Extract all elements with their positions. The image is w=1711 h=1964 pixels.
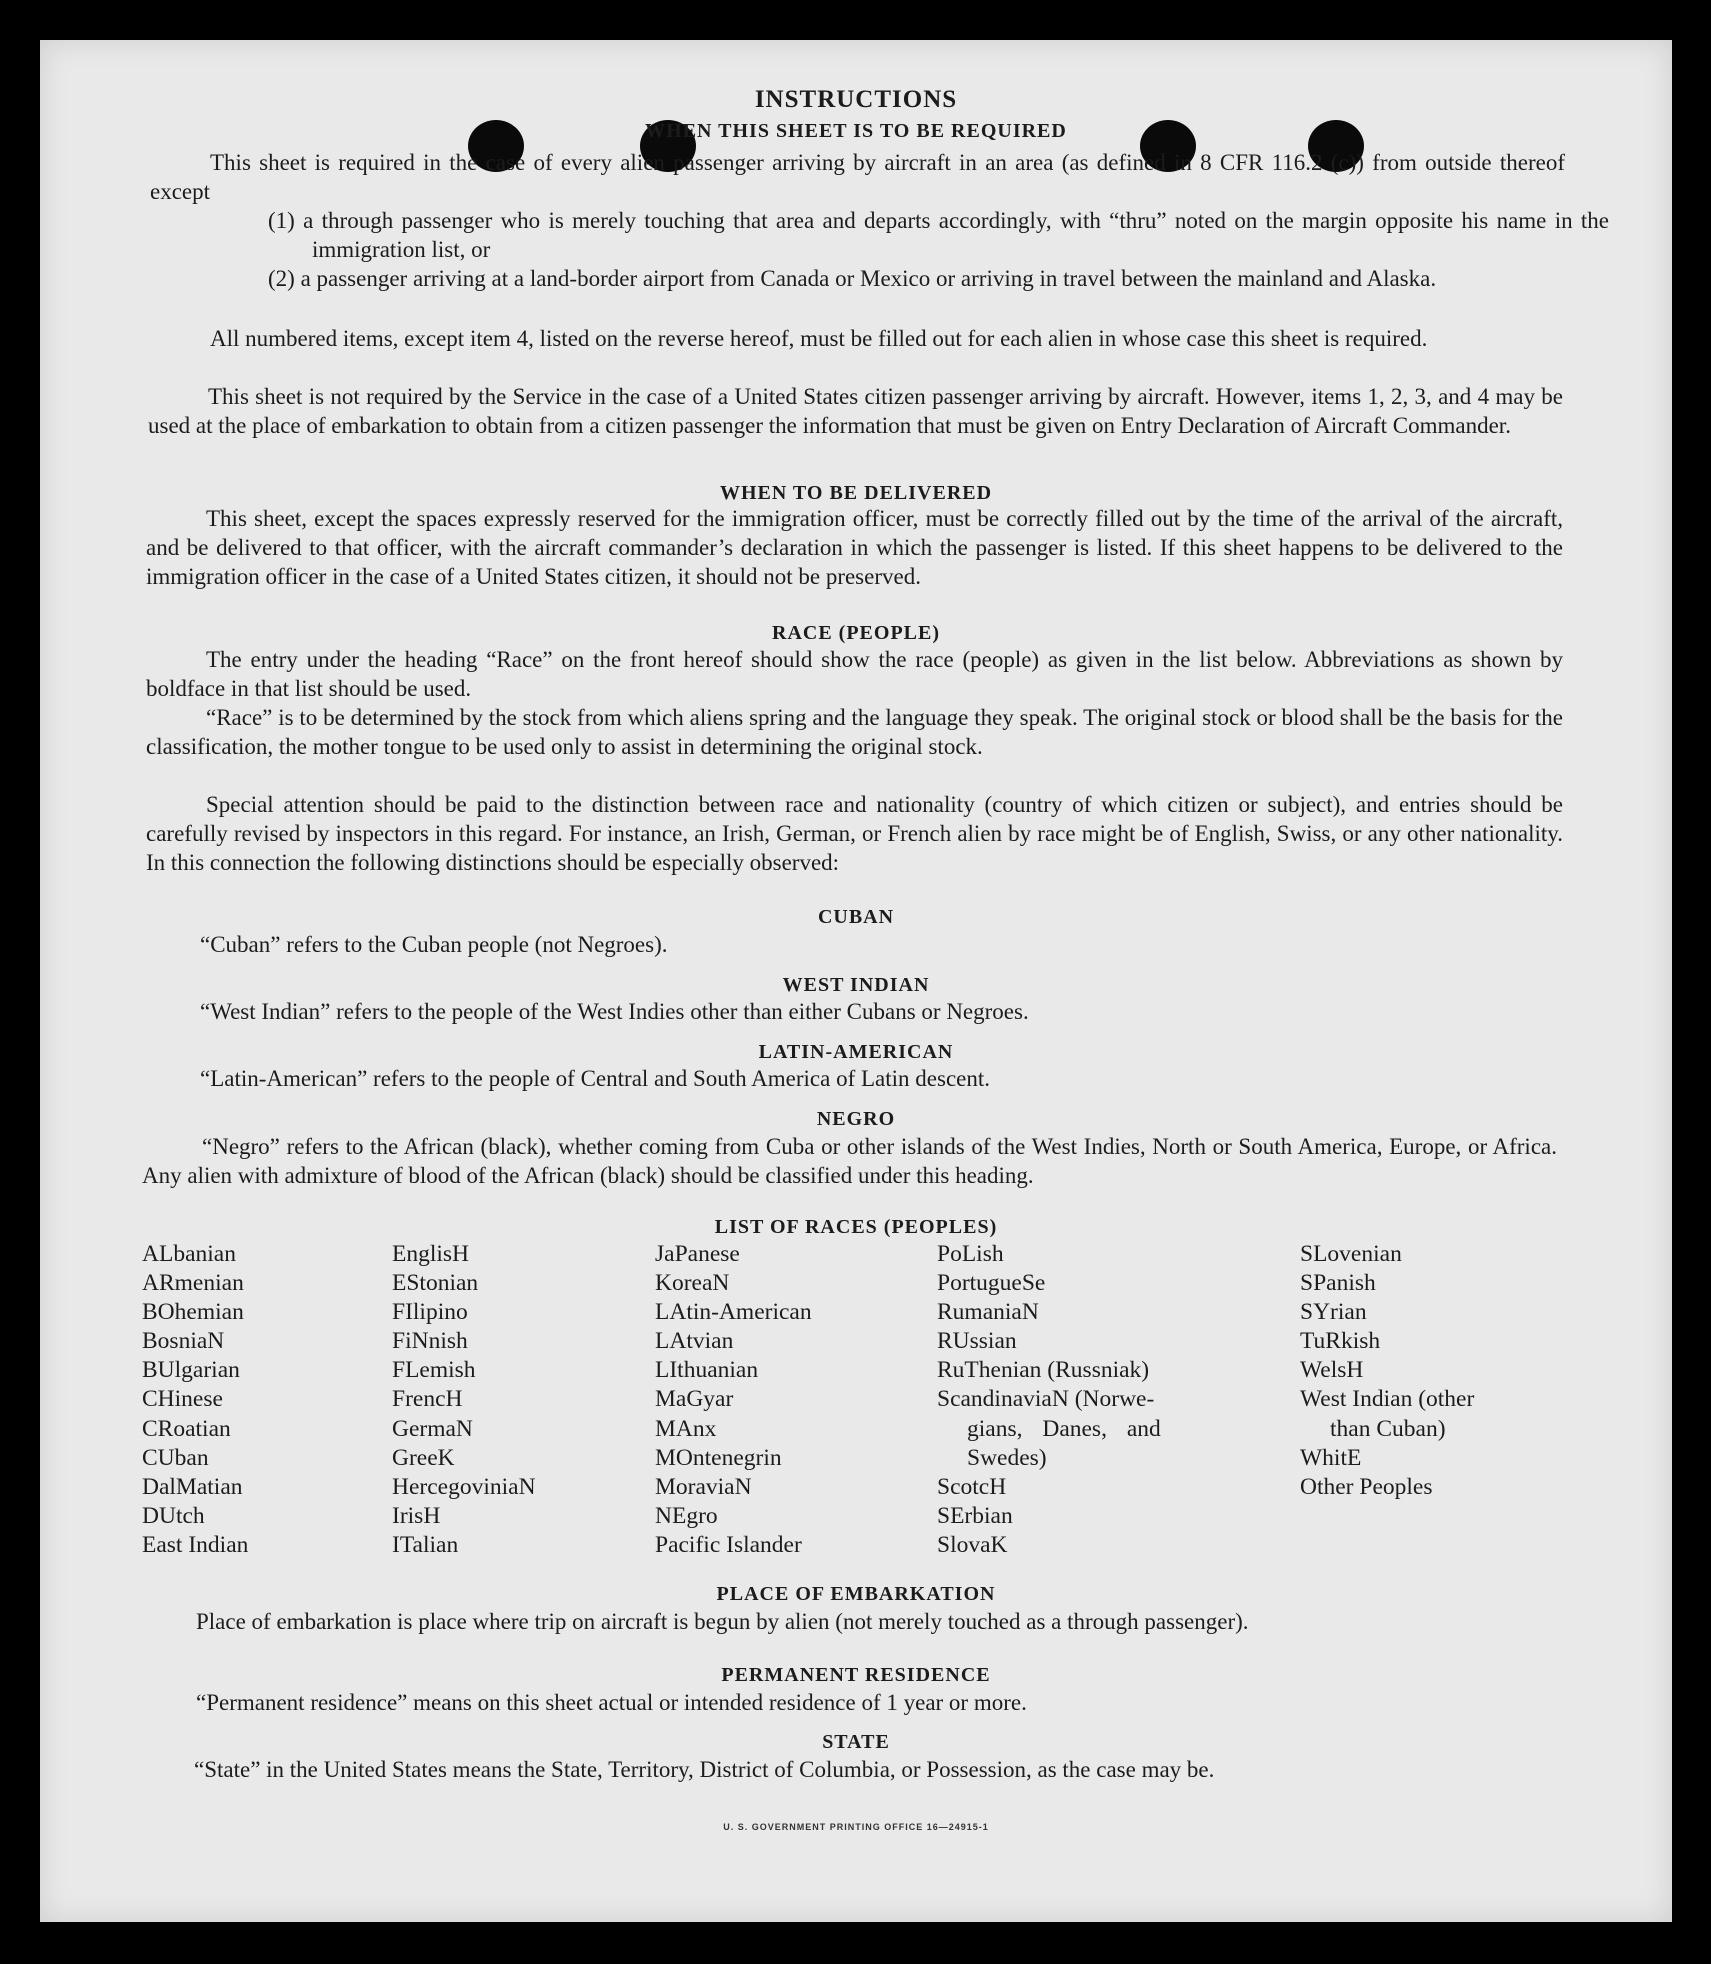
race-item: HercegoviniaN xyxy=(392,1473,536,1500)
paragraph: Special attention should be paid to the distinction between race and nationality (country of which citizen or subject), and entries should be carefully revised by inspectors in this regard. For instance, an Irish, German, or French alien by race might be of English, Swiss, or any other nationality. In this connection the following distinctions should be especially observed: xyxy=(146,792,1563,875)
race-item: MOntenegrin xyxy=(655,1444,782,1471)
race-item: ScandinaviaN (Norwe- xyxy=(937,1386,1155,1413)
race-item: EnglisH xyxy=(392,1241,470,1267)
race-item: ARmenian xyxy=(142,1270,244,1297)
race-item: SErbian xyxy=(937,1502,1013,1529)
paragraph: “Cuban” refers to the Cuban people (not Negroes). xyxy=(200,932,668,957)
section-heading: CUBAN xyxy=(817,906,895,928)
paragraph: “Negro” refers to the African (black), whether coming from Cuba or other islands of the West Indies, North or South America, Europe, or Africa. Any alien with admixture of blood of the African (black) should be classified under this heading. xyxy=(142,1134,1557,1188)
race-list-column-4 xyxy=(937,1240,1161,1560)
race-item: SLovenian xyxy=(1300,1241,1402,1267)
paragraph: “Latin-American” refers to the people of Central and South America of Latin descent. xyxy=(200,1066,990,1091)
race-item: MaGyar xyxy=(655,1386,734,1413)
paragraph: “Permanent residence” means on this sheet actual or intended residence of 1 year or more. xyxy=(196,1690,1027,1715)
race-item: BUlgarian xyxy=(142,1357,240,1384)
race-item: GreeK xyxy=(392,1444,455,1471)
paragraph: “Race” is to be determined by the stock from which aliens spring and the language they speak. The original stock or blood shall be the basis for the classification, the mother tongue to be used only to assist in determining the original stock. xyxy=(146,705,1563,759)
race-item: TuRkish xyxy=(1300,1328,1381,1355)
race-list-column-1 xyxy=(142,1240,248,1560)
paragraph: (2) a passenger arriving at a land-border airport from Canada or Mexico or arriving in travel between the mainland and Alaska. xyxy=(268,266,1437,291)
race-item: SlovaK xyxy=(937,1531,1008,1558)
race-item: FrencH xyxy=(392,1386,463,1413)
race-item: LAtvian xyxy=(655,1328,734,1355)
paragraph: This sheet is required in the case of every alien passenger arriving by aircraft in an area (as defined in 8 CFR 116.2 (c)) from outside thereof except xyxy=(150,150,1565,204)
race-item: NEgro xyxy=(655,1502,718,1529)
section-heading: LIST OF RACES (PEOPLES) xyxy=(714,1216,998,1238)
race-item: ITalian xyxy=(392,1531,459,1558)
paragraph: This sheet is not required by the Service in the case of a United States citizen passenger arriving by aircraft. However, items 1, 2, 3, and 4 may be used at the place of embarkation to obtain from a citizen passenger the information that must be given on Entry Declaration of Aircraft Commander. xyxy=(148,384,1563,438)
race-item: ALbanian xyxy=(142,1241,236,1267)
race-list-column-5 xyxy=(1300,1240,1474,1502)
race-item: RuThenian (Russniak) xyxy=(937,1357,1150,1384)
race-item: WhitE xyxy=(1300,1444,1362,1471)
race-item: LAtin-American xyxy=(655,1299,812,1326)
race-item: FIlipino xyxy=(392,1299,468,1326)
paragraph: “West Indian” refers to the people of the West Indies other than either Cubans or Negroes. xyxy=(200,999,1029,1024)
race-item: Pacific Islander xyxy=(655,1531,802,1558)
section-heading: WHEN THIS SHEET IS TO BE REQUIRED xyxy=(645,120,1067,142)
race-item: EStonian xyxy=(392,1270,479,1297)
race-item: JaPanese xyxy=(655,1241,740,1267)
paragraph: (1) a through passenger who is merely touching that area and departs accordingly, with “thru” noted on the margin opposite his name in the immigration list, or xyxy=(268,208,1609,262)
race-item: PoLish xyxy=(937,1241,1004,1267)
race-item: FLemish xyxy=(392,1357,476,1384)
race-item: BosniaN xyxy=(142,1328,225,1355)
paragraph: The entry under the heading “Race” on the front hereof should show the race (people) as given in the list below. Abbreviations as shown by boldface in that list should be used. xyxy=(146,647,1563,701)
race-item: SYrian xyxy=(1300,1299,1367,1326)
race-item: DUtch xyxy=(142,1502,205,1529)
race-item: KoreaN xyxy=(655,1270,730,1297)
race-item: PortugueSe xyxy=(937,1270,1046,1297)
paragraph: Place of embarkation is place where trip on aircraft is begun by alien (not merely touched as a through passenger). xyxy=(196,1609,1249,1634)
race-item: CUban xyxy=(142,1444,209,1471)
paragraph: All numbered items, except item 4, listed on the reverse hereof, must be filled out for each alien in whose case this sheet is required. xyxy=(210,326,1428,351)
race-item: Swedes) xyxy=(967,1444,1047,1471)
race-item: SPanish xyxy=(1300,1270,1376,1297)
printer-imprint: U. S. GOVERNMENT PRINTING OFFICE 16—24915-1 xyxy=(723,1822,989,1832)
section-heading: PERMANENT RESIDENCE xyxy=(721,1664,991,1686)
race-item: FiNnish xyxy=(392,1328,468,1355)
race-item: WelsH xyxy=(1300,1357,1364,1384)
race-item: GermaN xyxy=(392,1415,473,1442)
paragraph: “State” in the United States means the State, Territory, District of Columbia, or Possession, as the case may be. xyxy=(194,1757,1215,1782)
section-heading: STATE xyxy=(822,1731,890,1753)
race-list-column-3 xyxy=(655,1240,812,1560)
race-item: IrisH xyxy=(392,1502,441,1529)
race-item: RumaniaN xyxy=(937,1299,1039,1326)
section-heading: WHEN TO BE DELIVERED xyxy=(719,482,993,504)
race-item: gians, Danes, and xyxy=(967,1415,1161,1442)
race-item: MoraviaN xyxy=(655,1473,752,1500)
race-item: BOhemian xyxy=(142,1299,244,1326)
race-list-column-2 xyxy=(392,1240,536,1560)
section-heading: NEGRO xyxy=(816,1108,896,1130)
race-item: MAnx xyxy=(655,1415,717,1442)
page-title: INSTRUCTIONS xyxy=(754,86,958,113)
paragraph: This sheet, except the spaces expressly reserved for the immigration officer, must be correctly filled out by the time of the arrival of the aircraft, and be delivered to that officer, with the aircraft commander’s declaration in which the passenger is listed. If this sheet happens to be delivered to the immigration officer in the case of a United States citizen, it should not be preserved. xyxy=(146,506,1563,589)
race-item: West Indian (other xyxy=(1300,1386,1475,1413)
section-heading: RACE (PEOPLE) xyxy=(772,622,940,644)
section-heading: WEST INDIAN xyxy=(782,974,930,996)
section-heading: PLACE OF EMBARKATION xyxy=(716,1583,996,1605)
race-item: CRoatian xyxy=(142,1415,231,1442)
document-sheet xyxy=(40,40,1672,1922)
race-item: ScotcH xyxy=(937,1473,1007,1500)
race-item: Other Peoples xyxy=(1300,1473,1433,1500)
race-item: than Cuban) xyxy=(1330,1415,1446,1442)
race-item: LIthuanian xyxy=(655,1357,759,1384)
race-item: RUssian xyxy=(937,1328,1017,1355)
race-item: CHinese xyxy=(142,1386,223,1413)
race-item: East Indian xyxy=(142,1531,249,1558)
section-heading: LATIN-AMERICAN xyxy=(758,1041,954,1063)
race-item: DalMatian xyxy=(142,1473,243,1500)
